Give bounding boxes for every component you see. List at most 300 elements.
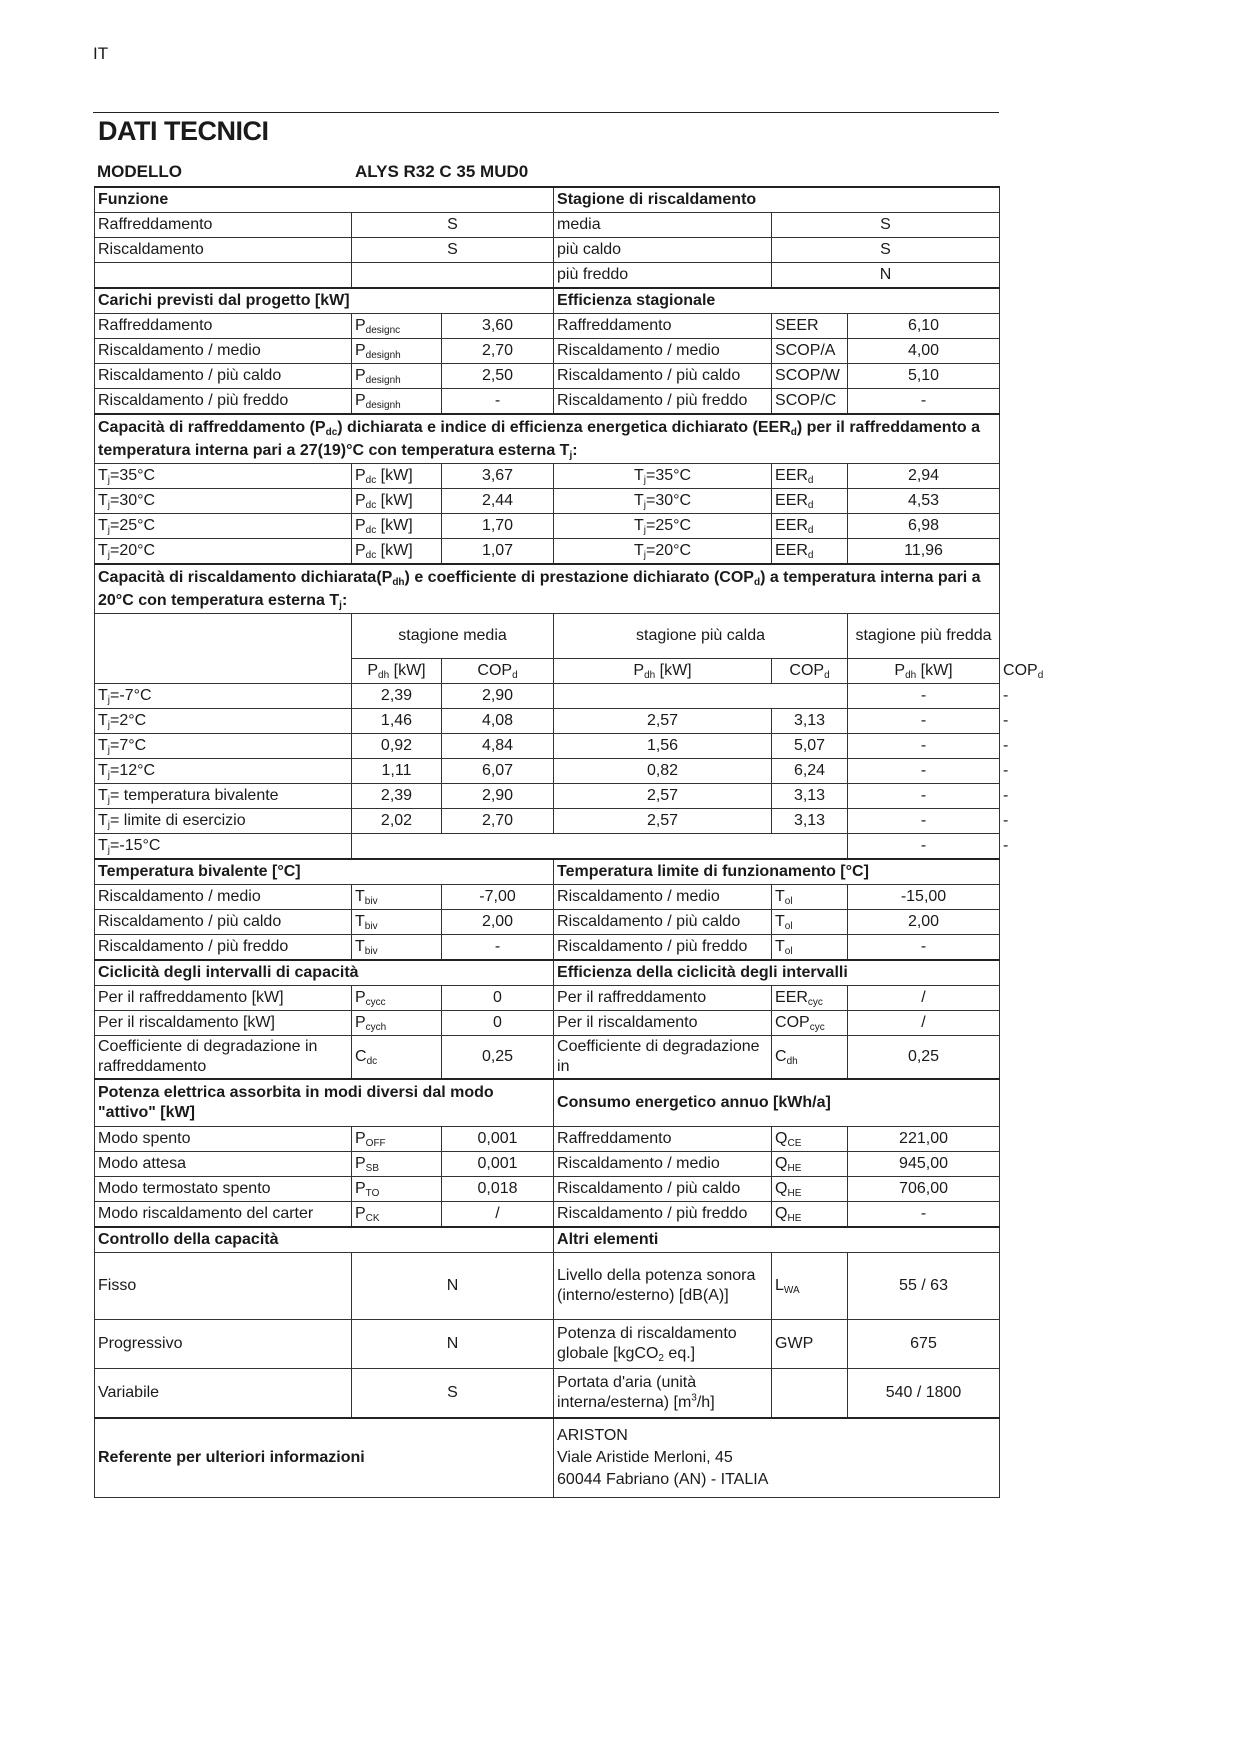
symbol: P: [355, 492, 366, 509]
value-cell: [848, 684, 1000, 709]
row-value: S: [880, 216, 891, 233]
value-cell: [442, 389, 554, 415]
value-cell: [848, 885, 1000, 910]
value-cell: [848, 935, 1000, 961]
row-value: -7,00: [479, 888, 516, 905]
table-row: [95, 1253, 1000, 1320]
row-label: Riscaldamento / medio: [557, 342, 720, 359]
row-value: -: [920, 712, 927, 729]
table-row: [95, 1202, 1000, 1228]
row-label: =35°C: [110, 467, 156, 484]
subscript: d: [753, 577, 761, 588]
row-value: 5,07: [793, 737, 826, 754]
section-header-row: [95, 859, 1000, 885]
subscript: designh: [365, 350, 401, 361]
value-cell: [554, 709, 772, 734]
row-value: -: [920, 737, 927, 754]
contact-label: Referente per ulteriori informazioni: [98, 1449, 365, 1466]
label-cell: [554, 213, 772, 238]
season-label: stagione più fredda: [855, 627, 992, 644]
value-cell: [848, 464, 1000, 489]
title-part: :: [341, 592, 348, 609]
header-cell: [95, 1418, 554, 1498]
row-value: /: [921, 989, 926, 1006]
label-cell: [95, 238, 352, 263]
row-value: 0,001: [477, 1130, 518, 1147]
symbol-cell: [772, 489, 848, 514]
symbol: COP: [775, 1014, 810, 1031]
title-part: ) per il raffreddamento a temperatura interna pari a 27(19)°C con temperatura esterna T: [98, 419, 981, 459]
row-value: 2,90: [481, 787, 514, 804]
model-label: MODELLO: [97, 162, 182, 181]
symbol-cell: [772, 910, 848, 935]
value-cell: [442, 464, 554, 489]
subscript: d: [1037, 670, 1044, 681]
subscript: cyc: [809, 1022, 825, 1033]
contact-address: [554, 1418, 1000, 1498]
company-name: ARISTON: [557, 1427, 628, 1444]
row-value: 1,70: [481, 517, 514, 534]
symbol: Q: [775, 1180, 788, 1197]
section-title: Ciclicità degli intervalli di capacità: [98, 964, 359, 981]
symbol: EER: [775, 989, 808, 1006]
row-label: Raffreddamento: [557, 317, 672, 334]
value-cell: [352, 734, 442, 759]
value-cell: [848, 809, 1000, 834]
row-value: 55 / 63: [899, 1277, 948, 1294]
table-row: [95, 339, 1000, 364]
table-row: [95, 1152, 1000, 1177]
row-value: 3,67: [481, 467, 514, 484]
row-label: Riscaldamento / più freddo: [557, 938, 748, 955]
value-cell: [352, 784, 442, 809]
symbol-cell: [352, 1177, 442, 1202]
symbol-cell: [352, 364, 442, 389]
symbol: P: [355, 1180, 366, 1197]
title-part: ) dichiarata e indice di efficienza energetica dichiarato (EER: [337, 419, 791, 436]
value-cell: [772, 809, 848, 834]
symbol: P: [355, 317, 366, 334]
header-cell: [95, 960, 554, 986]
label-cell: [554, 1036, 772, 1080]
subscript: j: [569, 450, 573, 461]
value-cell: [848, 910, 1000, 935]
row-value: 1,46: [380, 712, 413, 729]
row-value: -: [1003, 812, 1009, 829]
value-cell: [442, 489, 554, 514]
col-header-cell: [352, 659, 442, 684]
label-cell: [95, 1253, 352, 1320]
section-header-row: [95, 187, 1000, 213]
subscript: biv: [364, 946, 378, 957]
value-cell: [554, 809, 772, 834]
symbol: Q: [775, 1130, 788, 1147]
value-cell: [442, 784, 554, 809]
label-cell: [95, 364, 352, 389]
value-cell: [848, 514, 1000, 539]
row-value: 4,08: [481, 712, 514, 729]
symbol-cell: [772, 935, 848, 961]
symbol: P: [355, 1155, 366, 1172]
season-label: stagione media: [398, 627, 507, 644]
value-cell: [442, 1011, 554, 1036]
value-cell: [554, 784, 772, 809]
symbol: C: [775, 1048, 787, 1065]
subscript: HE: [787, 1163, 802, 1174]
row-label: Coefficiente di degradazione in: [557, 1038, 760, 1075]
value-cell: [352, 213, 554, 238]
col-header: P: [367, 662, 379, 679]
row-label: Riscaldamento: [98, 241, 204, 258]
table-row: [95, 489, 1000, 514]
row-label: =20°C: [645, 542, 692, 559]
table-row: [95, 910, 1000, 935]
section-title: Consumo energetico annuo [kWh/a]: [557, 1094, 831, 1111]
label-cell: $T_j=$ temperatura bivalente: [95, 784, 352, 809]
value-cell: [848, 1202, 1000, 1228]
symbol: T: [355, 938, 365, 955]
table-row: [95, 834, 1000, 860]
symbol: SEER: [775, 317, 819, 334]
symbol: P: [355, 1014, 366, 1031]
value-cell: [772, 784, 848, 809]
row-label: Riscaldamento / più caldo: [557, 913, 741, 930]
col-unit: [kW]: [916, 662, 953, 679]
row-value: S: [447, 216, 458, 233]
symbol-cell: [772, 1253, 848, 1320]
label-cell: [95, 885, 352, 910]
table-row: [95, 1177, 1000, 1202]
row-value: 2,57: [646, 787, 679, 804]
row-value: -: [920, 1205, 927, 1222]
symbol-cell: [772, 1369, 848, 1419]
symbol-cell: [352, 1202, 442, 1228]
empty-cell: [95, 614, 352, 684]
value-cell: [848, 1320, 1000, 1369]
label-cell: [95, 935, 352, 961]
row-value: -: [920, 812, 927, 829]
value-cell: [352, 809, 442, 834]
row-value: -: [494, 938, 501, 955]
row-value: 2,00: [481, 913, 514, 930]
row-value: 706,00: [899, 1180, 948, 1197]
row-value: -: [1003, 762, 1009, 779]
symbol-cell: [352, 464, 442, 489]
label-cell: [554, 1011, 772, 1036]
header-rule: [93, 112, 999, 113]
row-label: Raffreddamento: [98, 216, 213, 233]
row-label: Riscaldamento / più caldo: [98, 367, 282, 384]
value-cell: [848, 1152, 1000, 1177]
label-cell: [554, 910, 772, 935]
row-value: 2,39: [380, 787, 413, 804]
value-cell: [848, 1253, 1000, 1320]
row-label: Per il riscaldamento [kW]: [98, 1014, 275, 1031]
table-row: [95, 1320, 1000, 1369]
subscript: TO: [365, 1188, 380, 1199]
season-header-row: [95, 614, 1000, 659]
row-value: -: [1003, 787, 1009, 804]
subscript: j: [339, 600, 342, 611]
section-header-row: [95, 960, 1000, 986]
value-cell: [352, 834, 848, 860]
model-line: [97, 162, 528, 182]
symbol-cell: [772, 339, 848, 364]
value-cell: [848, 709, 1000, 734]
row-label: =20°C: [110, 542, 156, 559]
header-cell: [95, 1227, 554, 1253]
symbol-cell: [352, 910, 442, 935]
subscript: dc: [365, 525, 377, 536]
value-cell: [442, 709, 554, 734]
row-label: Raffreddamento: [98, 317, 213, 334]
row-label: Per il riscaldamento: [557, 1014, 698, 1031]
value-cell: [772, 734, 848, 759]
label-cell: [554, 935, 772, 961]
table-row: [95, 364, 1000, 389]
value-cell: [848, 539, 1000, 565]
table-row: [95, 1036, 1000, 1080]
title-part: Capacità di riscaldamento dichiarata(P: [98, 569, 393, 586]
row-label: Raffreddamento: [557, 1130, 672, 1147]
value-cell: [848, 1036, 1000, 1080]
season-label: stagione più calda: [636, 627, 765, 644]
row-label: Riscaldamento / più freddo: [557, 392, 748, 409]
row-value: 2,39: [380, 687, 413, 704]
row-label: =-7°C: [110, 687, 152, 704]
value-cell: [352, 1369, 554, 1419]
subscript: cyc: [807, 997, 823, 1008]
row-value: 3,60: [481, 317, 514, 334]
row-label: =7°C: [110, 737, 147, 754]
row-label: Coefficiente di degradazione in raffreddamento: [98, 1038, 318, 1075]
value-cell: [848, 734, 1000, 759]
unit: [kW]: [376, 517, 413, 534]
label-cell: [554, 364, 772, 389]
row-value: -: [920, 687, 927, 704]
symbol: T: [355, 913, 365, 930]
row-value: 0,25: [481, 1048, 514, 1065]
row-value: S: [447, 1384, 458, 1401]
symbol: P: [355, 1205, 366, 1222]
value-cell: [848, 759, 1000, 784]
header-cell: [95, 414, 1000, 464]
symbol: P: [355, 1130, 366, 1147]
row-label: =30°C: [110, 492, 156, 509]
symbol-cell: [772, 514, 848, 539]
section-header-row: [95, 564, 1000, 614]
symbol-cell: [772, 1127, 848, 1152]
section-title: Controllo della capacità: [98, 1231, 279, 1248]
row-value: -: [920, 392, 927, 409]
label-cell: [95, 389, 352, 415]
row-value: 4,00: [907, 342, 940, 359]
row-label: /h]: [696, 1394, 715, 1411]
row-value: 0,82: [646, 762, 679, 779]
row-value: 0,001: [477, 1155, 518, 1172]
row-value: 1,11: [381, 762, 412, 779]
label-cell: [95, 1127, 352, 1152]
table-row: [95, 539, 1000, 565]
subscript: dc: [325, 427, 338, 438]
symbol: P: [355, 467, 366, 484]
label-cell: $T_j=2^\circ C$: [95, 709, 352, 734]
col-unit: [kW]: [655, 662, 692, 679]
value-cell: [442, 759, 554, 784]
symbol-cell: [772, 986, 848, 1011]
symbol-cell: [352, 314, 442, 339]
label-cell: [95, 263, 352, 289]
value-cell: [554, 759, 772, 784]
row-value: 2,44: [481, 492, 514, 509]
subscript: d: [807, 475, 814, 486]
row-value: -: [920, 787, 927, 804]
label-cell: [95, 1011, 352, 1036]
row-label: Riscaldamento / medio: [557, 888, 720, 905]
unit: [kW]: [376, 542, 413, 559]
row-value: S: [447, 241, 458, 258]
value-cell: [848, 986, 1000, 1011]
section-title: Carichi previsti dal progetto [kW]: [98, 292, 350, 309]
value-cell: [848, 1369, 1000, 1419]
row-label: Riscaldamento / più freddo: [98, 938, 289, 955]
row-value: 2,90: [481, 687, 514, 704]
symbol-cell: [772, 1036, 848, 1080]
col-header: COP: [1003, 662, 1038, 679]
header-cell: [554, 960, 1000, 986]
subscript: dh: [905, 670, 917, 681]
label-cell: $T_j=$ limite di esercizio: [95, 809, 352, 834]
col-header-cell: [554, 659, 772, 684]
contact-row: [95, 1418, 1000, 1498]
symbol: T: [355, 888, 365, 905]
label-cell: [554, 1127, 772, 1152]
symbol-cell: [352, 389, 442, 415]
value-cell: [772, 238, 1000, 263]
subscript: d: [807, 550, 814, 561]
label-cell: $T_j=25^\circ C$: [554, 514, 772, 539]
value-cell: [772, 709, 848, 734]
row-value: 3,13: [793, 812, 826, 829]
value-cell: [442, 684, 554, 709]
label-cell: $T_j=-7^\circ C$: [95, 684, 352, 709]
row-value: 4,53: [907, 492, 940, 509]
value-cell: [772, 759, 848, 784]
row-label: = temperatura bivalente: [110, 787, 279, 804]
symbol-cell: [772, 1202, 848, 1228]
symbol-cell: [352, 1152, 442, 1177]
label-cell: [554, 1253, 772, 1320]
row-value: 0,92: [380, 737, 413, 754]
row-value: N: [446, 1335, 459, 1352]
table-row: [95, 935, 1000, 961]
row-value: -: [920, 762, 927, 779]
row-label: Riscaldamento / più caldo: [98, 913, 282, 930]
label-cell: [95, 1177, 352, 1202]
value-cell: [352, 1253, 554, 1320]
row-value: 5,10: [907, 367, 940, 384]
symbol: EER: [775, 467, 808, 484]
value-cell: [352, 1320, 554, 1369]
label-cell: [554, 1320, 772, 1369]
section-header-row: [95, 414, 1000, 464]
row-value: 675: [910, 1335, 937, 1352]
title-part: :: [572, 442, 578, 459]
value-cell: [554, 684, 848, 709]
row-label: media: [557, 216, 601, 233]
row-value: -: [494, 392, 501, 409]
row-label: Riscaldamento / più caldo: [557, 367, 741, 384]
season-cell: [352, 614, 554, 659]
row-label: Riscaldamento / più freddo: [98, 392, 289, 409]
value-cell: [352, 709, 442, 734]
subscript: dc: [365, 475, 377, 486]
value-cell: [442, 1036, 554, 1080]
value-cell: [848, 834, 1000, 860]
row-value: 11,96: [904, 542, 943, 559]
subscript: d: [824, 670, 830, 681]
row-value: 3,13: [793, 712, 826, 729]
symbol: Q: [775, 1155, 788, 1172]
label-cell: [554, 1369, 772, 1419]
subscript: dc: [366, 1056, 378, 1067]
symbol: T: [775, 888, 785, 905]
page-title: DATI TECNICI: [98, 116, 269, 146]
subscript: designh: [365, 375, 401, 386]
value-cell: [772, 213, 1000, 238]
row-value: -: [1003, 712, 1009, 729]
row-value: /: [921, 1014, 926, 1031]
subscript: dc: [365, 500, 377, 511]
table-row: [95, 1011, 1000, 1036]
row-value: N: [879, 266, 892, 283]
table-row: [95, 1127, 1000, 1152]
label-cell: [554, 314, 772, 339]
symbol: Q: [775, 1205, 788, 1222]
label-cell: $T_j=35^\circ C$: [95, 464, 352, 489]
symbol-cell: [772, 314, 848, 339]
label-cell: [95, 314, 352, 339]
label-cell: [554, 986, 772, 1011]
header-cell: [554, 859, 1000, 885]
subscript: SB: [365, 1163, 380, 1174]
title-part: ) a temperatura interna pari a 20°C con temperatura esterna T: [98, 569, 981, 609]
header-cell: [95, 1079, 554, 1127]
row-label: Fisso: [98, 1277, 137, 1294]
row-value: -: [1003, 837, 1009, 855]
row-value: 2,94: [907, 467, 940, 484]
symbol: GWP: [775, 1335, 814, 1352]
symbol: EER: [775, 492, 808, 509]
row-label: Progressivo: [98, 1335, 183, 1352]
row-value: 6,98: [907, 517, 940, 534]
symbol: P: [355, 517, 366, 534]
value-cell: [442, 364, 554, 389]
technical-data-table: [94, 186, 1044, 1498]
row-value: 945,00: [899, 1155, 948, 1172]
symbol: P: [355, 392, 366, 409]
row-label: Modo spento: [98, 1130, 191, 1147]
symbol: EER: [775, 542, 808, 559]
subscript: d: [807, 500, 814, 511]
row-value: 1,07: [481, 542, 514, 559]
value-cell: [772, 263, 1000, 289]
subscript: dh: [786, 1056, 798, 1067]
value-cell: [848, 1011, 1000, 1036]
symbol-cell: [772, 364, 848, 389]
symbol: P: [355, 542, 366, 559]
symbol-cell: [352, 935, 442, 961]
